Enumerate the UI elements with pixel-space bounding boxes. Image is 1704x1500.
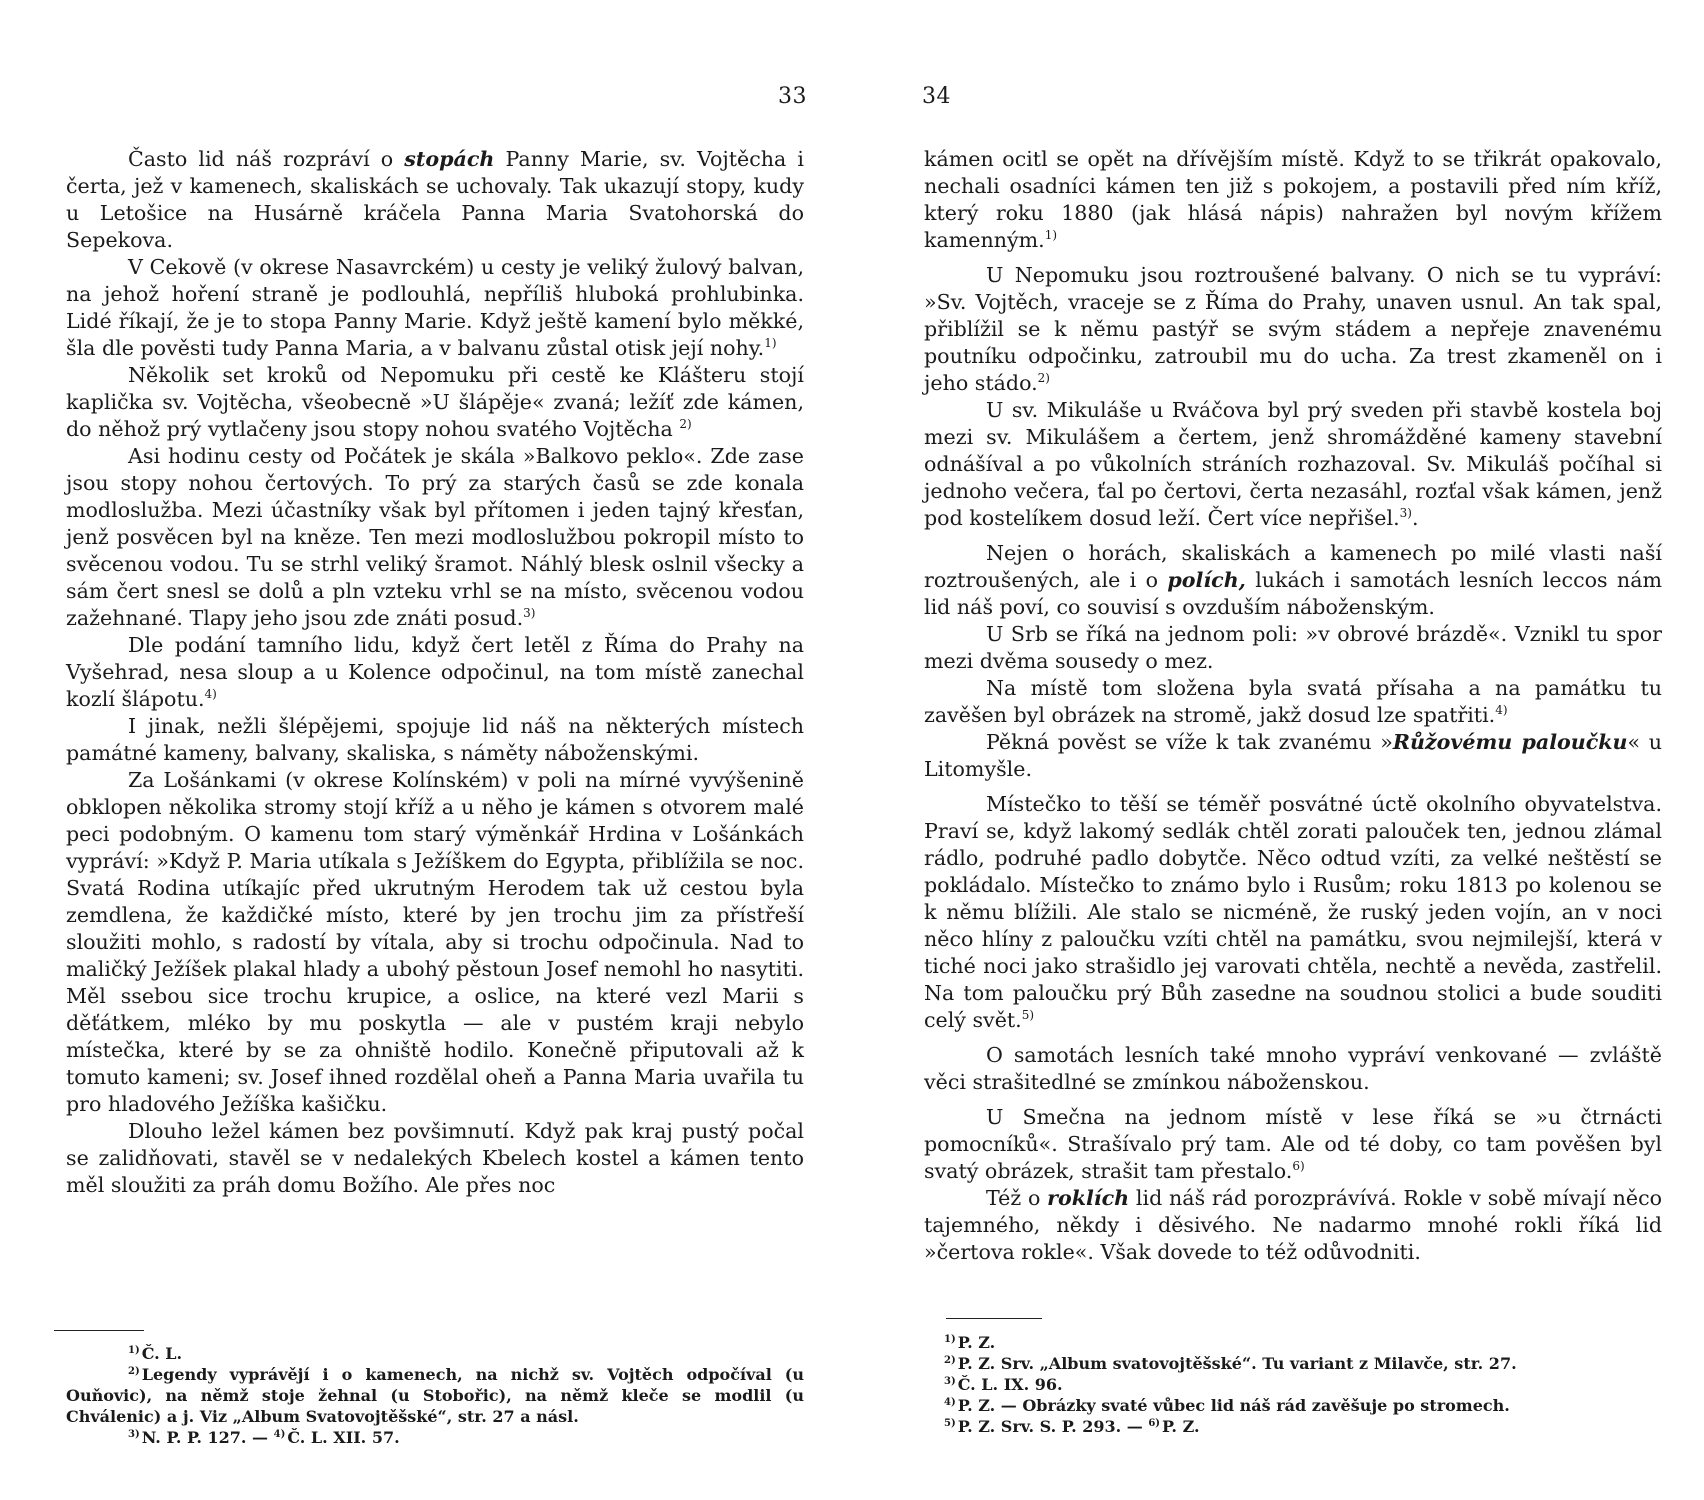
page-number: 33 xyxy=(778,84,807,109)
footnote: $^{1)}$ P. Z. xyxy=(944,1333,996,1352)
page-number: 34 xyxy=(922,84,951,109)
paragraph: Místečko to těší se téměř posvátné úctě okolního obyvatelstva. Praví se, když lakomý sedlák chtěl zorati palouček ten, jednou zlámal rádlo, podruhé padlo dobytče. Něco odtud vzíti, za velké neštěstí se pokládalo. Místečko to známo bylo i Rusům; roku 1813 po kolenou se k němu blížili. Ale stalo se nicméně, že ruský jeden vojín, an v noci něco hlíny z paloučku vzíti chtěl na památku, svou nejmilejší, která v tiché noci jako strašidlo jej varovati chtěla, nechtě a nevěda, zastřelil. Na tom paloučku prý Bůh zasedne na soudnou stolici a bude souditi celý svět.$^{5)}$ xyxy=(924,792,1662,1032)
paragraph: U Srb se říká na jednom poli: »v obrové brázdě«. Vznikl tu spor mezi dvěma sousedy o mez. xyxy=(924,622,1662,673)
footnote: $^{2)}$ P. Z. Srv. „Album svatovojtěšské“. Tu variant z Milavče, str. 27. xyxy=(944,1354,1517,1373)
paragraph: Na místě tom složena byla svatá přísaha a na památku tu zavěšen byl obrázek na stromě, jakž dosud lze spatřiti.$^{4)}$ xyxy=(924,676,1662,727)
footnote: $^{4)}$ P. Z. — Obrázky svaté vůbec lid náš rád zavěšuje po stromech. xyxy=(944,1396,1510,1415)
footnote: $^{3)}$ Č. L. IX. 96. xyxy=(944,1375,1063,1394)
footnote: $^{3)}$ N. P. P. 127. — $^{4)}$ Č. L. XII. 57. xyxy=(128,1428,400,1447)
page-body xyxy=(924,146,1662,1266)
paragraph: Několik set kroků od Nepomuku při cestě ke Klášteru stojí kaplička sv. Vojtěcha, všeobecně »U šlápěje« zvaná; ležíť zde kámen, do něhož prý vytlačeny jsou stopy nohou svatého Vojtěcha $^{2)}$ xyxy=(66,363,804,441)
paragraph: Asi hodinu cesty od Počátek je skála »Balkovo peklo«. Zde zase jsou stopy nohou čertových. To prý za starých časů se zde konala modloslužba. Mezi účastníky však byl přítomen i jeden tajný křesťan, jenž posvěcen byl na kněze. Ten mezi modloslužbou pokropil místo to svěcenou vodou. Tu se strhl veliký šramot. Náhlý blesk oslnil všecky a sám čert snesl se dolů a pln vzteku vrhl se na místo, svěcenou vodou zažehnané. Tlapy jeho jsou zde znáti posud.$^{3)}$ xyxy=(66,444,804,630)
footnote-rule xyxy=(946,1318,1042,1319)
footnote-mark: 5) xyxy=(1021,1008,1035,1023)
paragraph: kámen ocitl se opět na dřívějším místě. Když to se třikrát opakovalo, nechali osadníci kámen ten již s pokojem, a postavili před ním kříž, který roku 1880 (jak hlásá nápis) nahražen byl novým křížem kamenným.$^{1)}$ xyxy=(924,147,1662,252)
footnote: $^{2)}$ Legendy vyprávějí i o kamenech, na nichž sv. Vojtěch odpočíval (u Ouňovic), na němž stoje žehnal (u Stobořic), na němž kleče se modlil (u Chválenic) a j. Viz „Album Svatovojtěšské“, str. 27 a násl. xyxy=(66,1365,804,1426)
paragraph: U Smečna na jednom místě v lese říká se »u čtrnácti pomocníků«. Strašívalo prý tam. Ale od té doby, co tam pověšen byl svatý obrázek, strašit tam přestalo.$^{6)}$ xyxy=(924,1105,1662,1183)
italic-term: roklích xyxy=(1047,1186,1130,1210)
footnote-rule xyxy=(54,1330,144,1331)
footnote: $^{1)}$ Č. L. xyxy=(128,1344,183,1363)
paragraph: U sv. Mikuláše u Rváčova byl prý sveden při stavbě kostela boj mezi sv. Mikulášem a čertem, jenž shromážděné kameny stavební odnášíval a po vůkolních stráních rozhazoval. Sv. Mikuláš počíhal si jednoho večera, ťal po čertovi, čerta nezasáhl, rozťal však kámen, jenž pod kostelíkem dosud leží. Čert více nepřišel.$^{3)}$. xyxy=(924,398,1662,530)
paragraph: Za Lošánkami (v okrese Kolínském) v poli na mírné vyvýšenině obklopen několika stromy stojí kříž a u něho je kámen s otvorem malé peci podobným. O kamenu tom starý výměnkář Hrdina v Lošánkách vypráví: »Když P. Maria utíkala s Ježíškem do Egypta, přiblížila se noc. Svatá Rodina utíkajíc před ukrutným Herodem tak už cestou byla zemdlena, že každičké místo, které by jen trochu jim za přístřeší sloužiti mohlo, s radostí by vítala, aby si trochu odpočinula. Nad to maličký Ježíšek plakal hlady a ubohý pěstoun Josef nemohl ho nasytiti. Měl ssebou sice trochu krupice, a oslice, na které vezl Marii s děťátkem, mléko by mu poskytla — ale v pustém kraji nebylo místečka, které by se za ohniště hodilo. Konečně připutovali až k tomuto kameni; sv. Josef ihned rozdělal oheň a Panna Maria uvařila tu pro hladového Ježíška kašičku. xyxy=(66,768,804,1116)
footnotes xyxy=(944,1332,1684,1437)
footnote-mark: 1) xyxy=(764,336,777,351)
italic-term: stopách xyxy=(404,147,495,171)
right-page xyxy=(852,0,1704,1500)
paragraph: Též o roklích lid náš rád porozprávívá. Rokle v sobě mívají něco tajemného, někdy i děsivého. Ne nadarmo mnohé rokli říká lid »čertova rokle«. Však dovede to též odůvodniti. xyxy=(924,1186,1662,1264)
left-page xyxy=(0,0,850,1500)
footnote-mark: 2) xyxy=(1037,371,1050,386)
paragraph: Často lid náš rozpráví o stopách Panny Marie, sv. Vojtěcha i čerta, jež v kamenech, skaliskách se uchovaly. Tak ukazují stopy, kudy u Letošice na Husárně kráčela Panna Maria Svatohorská do Sepekova. xyxy=(66,147,804,252)
footnote-mark: 3) xyxy=(1399,506,1412,521)
italic-term: Růžovému paloučku xyxy=(1392,730,1628,754)
paragraph: V Cekově (v okrese Nasavrckém) u cesty je veliký žulový balvan, na jehož hoření straně je podlouhlá, nepříliš hluboká prohlubinka. Lidé říkají, že je to stopa Panny Marie. Když ještě kamení bylo měkké, šla dle pověsti tudy Panna Maria, a v balvanu zůstal otisk její nohy.$^{1)}$ xyxy=(66,255,804,360)
paragraph: O samotách lesních také mnoho vypráví venkované — zvláště věci strašitedlné se zmínkou náboženskou. xyxy=(924,1043,1662,1094)
paragraph: Pěkná pověst se víže k tak zvanému »Růžovému paloučku« u Litomyšle. xyxy=(924,730,1662,781)
footnote-mark: 4) xyxy=(204,687,217,702)
footnote-mark: 3) xyxy=(523,606,536,621)
paragraph: Dlouho ležel kámen bez povšimnutí. Když pak kraj pustý počal se zalidňovati, stavěl se v nedalekých Kbelech kostel a kámen tento měl sloužiti za práh domu Božího. Ale přes noc xyxy=(66,1119,804,1197)
paragraph: Nejen o horách, skaliskách a kamenech po milé vlasti naší roztroušených, ale i o polích, lukách i samotách lesních leccos nám lid náš poví, co souvisí s ovzduším náboženským. xyxy=(924,541,1663,619)
footnote-mark: 6) xyxy=(1292,1159,1305,1174)
footnote-mark: 4) xyxy=(1495,703,1508,718)
paragraph: U Nepomuku jsou roztroušené balvany. O nich se tu vypráví: »Sv. Vojtěch, vraceje se z Říma do Prahy, unaven usnul. An tak spal, přiblížil se k němu pastýř se svým stádem a nepřeje znavenému poutníku odpočinku, zatroubil mu do ucha. Za trest zkameněl on i jeho stádo.$^{2)}$ xyxy=(924,263,1662,395)
footnote: $^{5)}$ P. Z. Srv. S. P. 293. — $^{6)}$ P. Z. xyxy=(944,1417,1200,1436)
italic-term: polích, xyxy=(1167,568,1246,592)
paragraph: I jinak, nežli šlépějemi, spojuje lid náš na některých místech památné kameny, balvany, skaliska, s náměty náboženskými. xyxy=(66,714,804,765)
footnotes xyxy=(66,1343,804,1448)
page-body xyxy=(66,146,804,1199)
footnote-mark: 2) xyxy=(679,417,692,432)
paragraph: Dle podání tamního lidu, když čert letěl z Říma do Prahy na Vyšehrad, nesa sloup a u Kolence odpočinul, na tom místě zanechal kozlí šlápotu.$^{4)}$ xyxy=(66,633,804,711)
footnote-mark: 1) xyxy=(1044,228,1058,243)
